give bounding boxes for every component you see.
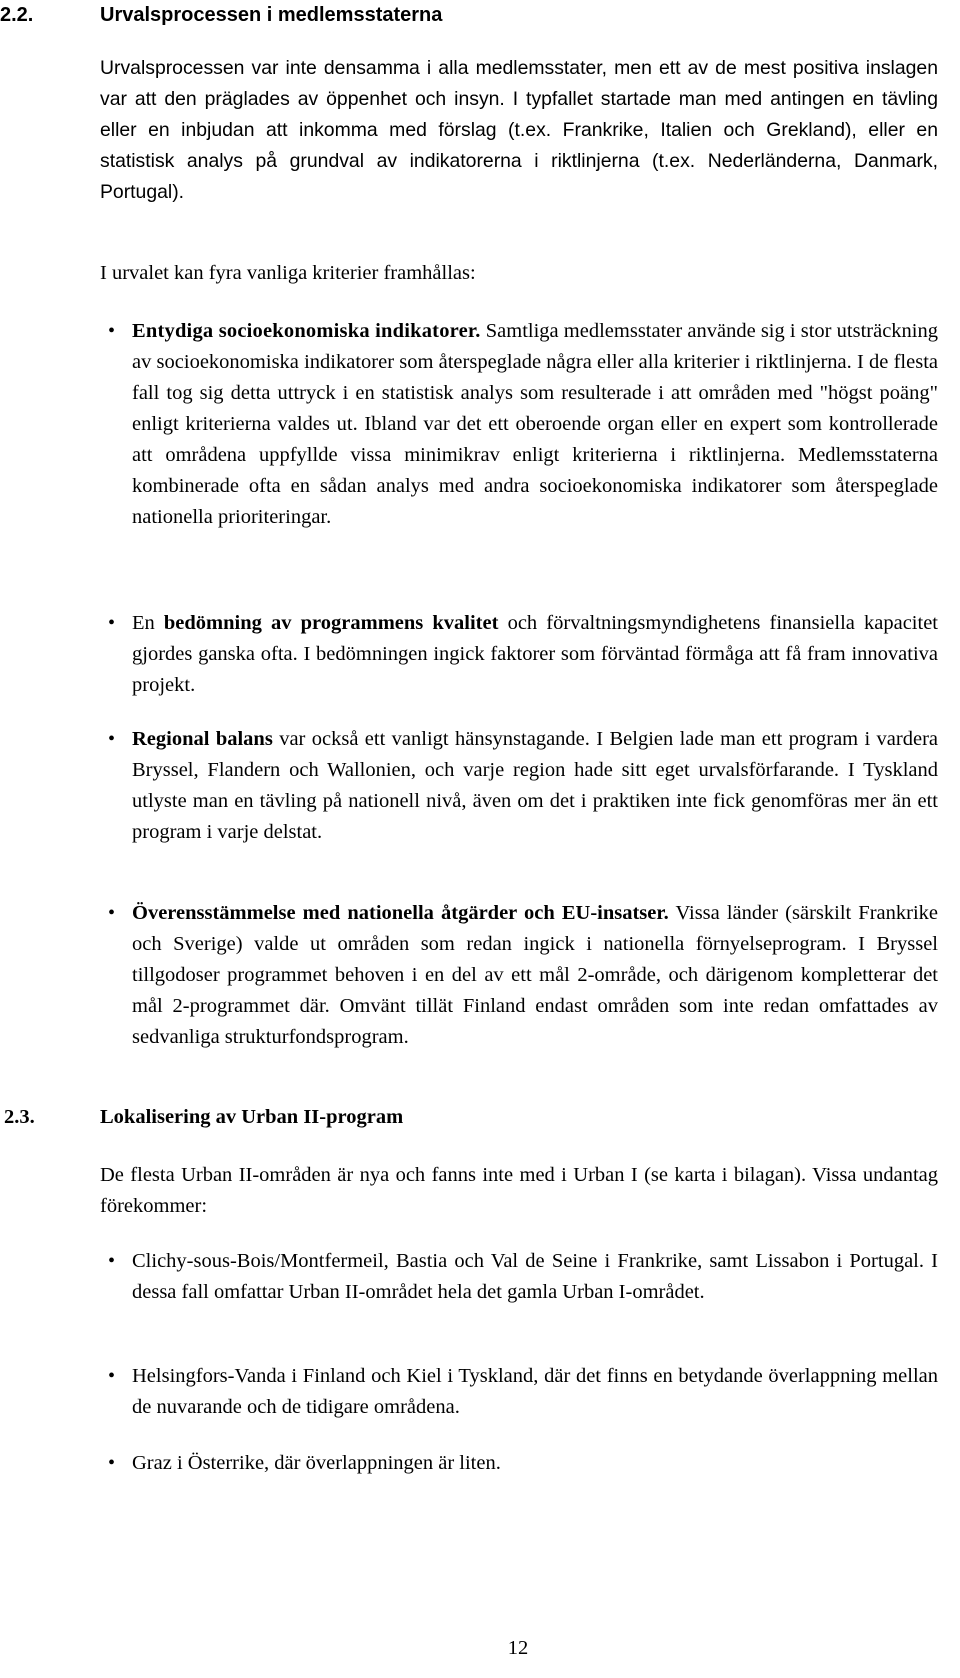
list-item-text: Clichy-sous-Bois/Montfermeil, Bastia och Val de Seine i Frankrike, samt Lissabon i Portugal. I dessa fall omfattar Urban II-området hela det gamla Urban I-området. [132,1250,938,1303]
bullet-icon: • [108,728,116,750]
section-title: Urvalsprocessen i medlemsstaterna [100,4,443,26]
list-item-body: Vissa länder (särskilt Frankrike och Sverige) valde ut områden som redan ingick i nationella förnyelseprogram. I Bryssel tillgodoser programmet behoven i en del av ett mål 2-område, och därigenom kompletterar det mål 2-programmet där. Omvänt tillät Finland endast områden som inte redan omfattades av sedvanliga strukturfondsprogram. [132,902,939,1048]
list-item-text: Helsingfors-Vanda i Finland och Kiel i Tyskland, där det finns en betydande överlappning mellan de nuvarande och de tidigare områdena. [132,1365,938,1418]
list-item-text [132,316,938,533]
list-item-text: Graz i Österrike, där överlappningen är liten. [132,1452,501,1474]
bullet-icon: • [108,1365,116,1387]
list-item-bold: Regional balans [132,728,273,750]
section-intro-paragraph: De flesta Urban II-områden är nya och fanns inte med i Urban I (se karta i bilagan). Vissa undantag förekommer: [100,1164,938,1217]
section-intro-paragraph: Urvalsprocessen var inte densamma i alla medlemsstater, men ett av de mest positiva inslagen var att den präglades av öppenhet och insyn. I typfallet startade man med antingen en tävling eller en inbjudan att inkomma med förslag (t.ex. Frankrike, Italien och Grekland), eller en statistisk analys på grundval av indikatorerna i riktlinjerna (t.ex. Nederländerna, Danmark, Portugal). [100,57,938,203]
bullet-icon: • [108,1452,116,1474]
list-item-bold: Entydiga socioekonomiska indikatorer. [132,320,481,342]
list-item-text [132,898,938,1053]
list-item-bold: Överensstämmelse med nationella åtgärder och EU-insatser. [132,902,669,924]
section-number: 2.2. [0,4,34,26]
list-item-text [132,724,938,848]
page-number: 12 [507,1637,529,1659]
list-item-prefix: En [132,612,164,634]
section-title: Lokalisering av Urban II-program [100,1106,404,1128]
list-item-body: Samtliga medlemsstater använde sig i stor utsträckning av socioekonomiska indikatorer som återspeglade några eller alla kriterier i riktlinjerna. I de flesta fall tog sig detta uttryck i en statistisk analys som resulterade i att områden med "högst poäng" enligt kriterierna valdes ut. Ibland var det ett oberoende organ eller en expert som kontrollerade att områdena uppfyllde vissa minimikrav enligt kriterierna i riktlinjerna. Medlemsstaterna kombinerade ofta en sådan analys med andra socioekonomiska indikatorer som återspeglade nationella prioriteringar. [132,320,938,528]
list-item-body: var också ett vanligt hänsynstagande. I Belgien lade man ett program i vardera Bryssel, Flandern och Wallonien, och varje region hade sitt eget urvalsförfarande. I Tyskland utlyste man en tävling på nationell nivå, även om det i praktiken inte fick genomföras mer än ett program i varje delstat. [132,728,939,843]
section-number: 2.3. [4,1106,35,1128]
bullet-icon: • [108,902,116,924]
list-item-body: och förvaltningsmyndighetens finansiella kapacitet gjordes ganska ofta. I bedömningen ingick faktorer som förväntad förmåga att få fram innovativa projekt. [132,612,938,696]
bullet-icon: • [108,1250,116,1272]
list-item-text [132,608,938,701]
list-item-bold: bedömning av programmens kvalitet [163,612,499,634]
bullet-icon: • [108,612,116,634]
criteria-lead-paragraph: I urvalet kan fyra vanliga kriterier framhållas: [100,262,476,284]
bullet-icon: • [108,320,116,342]
